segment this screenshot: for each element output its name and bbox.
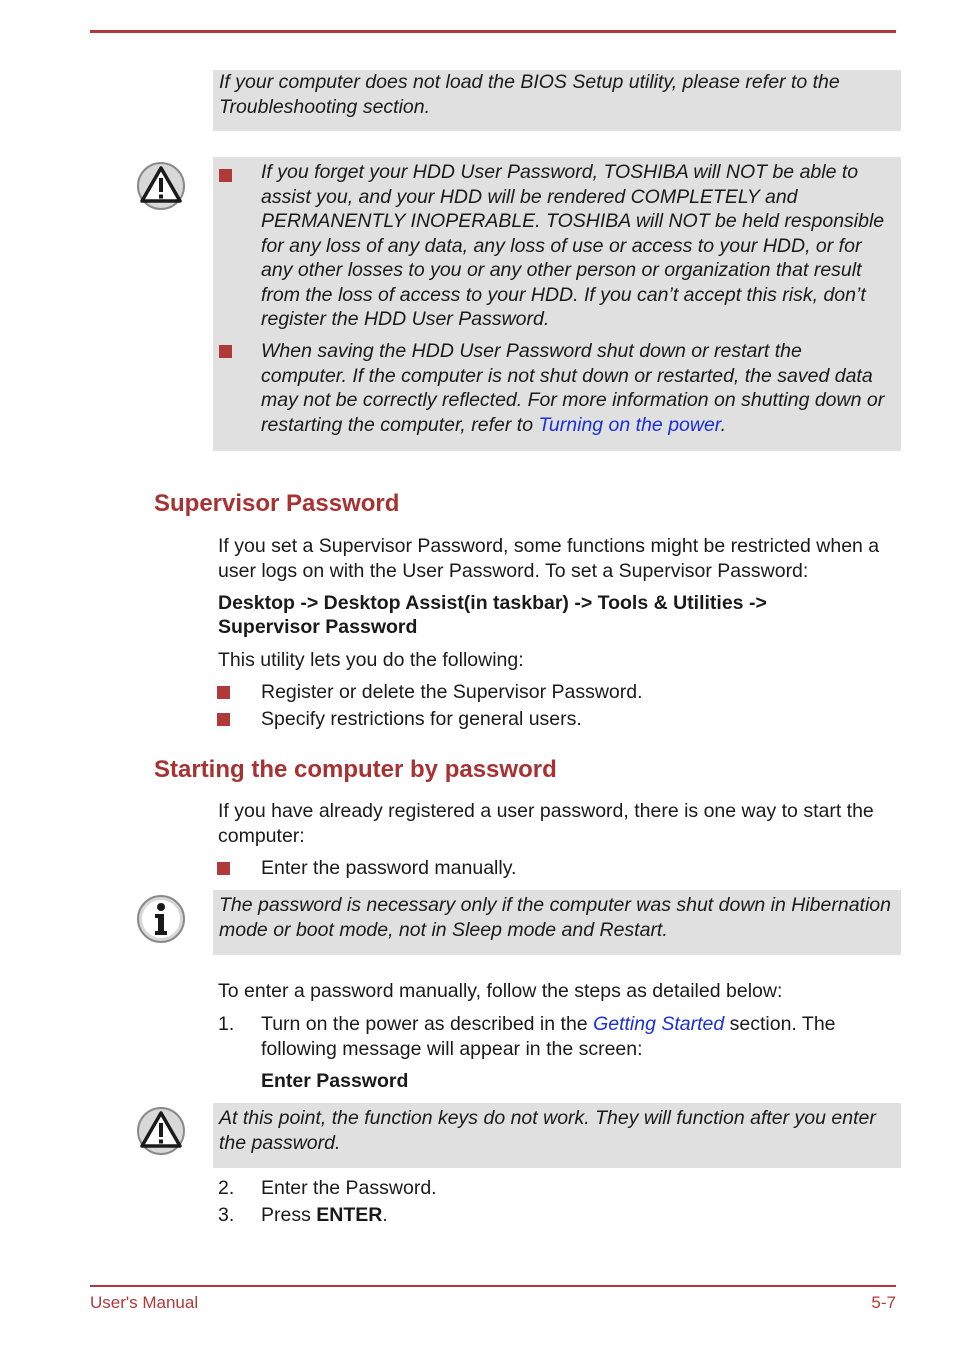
step-1: Turn on the power as described in the Getting Started section. The following message will appear in the screen: bbox=[261, 1013, 836, 1060]
step-number: 3. bbox=[218, 1204, 235, 1226]
list-item: Specify restrictions for general users. bbox=[261, 708, 582, 730]
note-text: If your computer does not load the BIOS Setup utility, please refer to the Troubleshooting section. bbox=[219, 71, 840, 118]
supervisor-utility-intro: This utility lets you do the following: bbox=[218, 649, 524, 671]
header-rule bbox=[90, 30, 896, 33]
message-enter-password: Enter Password bbox=[261, 1070, 409, 1092]
link-getting-started[interactable]: Getting Started bbox=[593, 1013, 725, 1035]
supervisor-path-line-2: Supervisor Password bbox=[218, 616, 418, 638]
bullet-square bbox=[219, 345, 232, 358]
warning-keys-text: At this point, the function keys do not work. They will function after you enter the password. bbox=[219, 1107, 876, 1154]
heading-supervisor-password: Supervisor Password bbox=[154, 490, 400, 517]
info-box-password bbox=[213, 890, 901, 955]
list-item: Register or delete the Supervisor Password. bbox=[261, 681, 643, 703]
info-note-text: The password is necessary only if the computer was shut down in Hibernation mode or boot mode, not in Sleep mode and Restart. bbox=[219, 894, 891, 941]
info-icon bbox=[136, 894, 186, 944]
bullet-square bbox=[219, 169, 232, 182]
steps-intro: To enter a password manually, follow the steps as detailed below: bbox=[218, 980, 783, 1002]
bullet-square bbox=[217, 862, 230, 875]
footer-title: User's Manual bbox=[90, 1293, 199, 1312]
link-turning-on-the-power[interactable]: Turning on the power bbox=[538, 413, 721, 436]
warning-icon bbox=[136, 1106, 186, 1156]
warning-item-1: If you forget your HDD User Password, TOSHIBA will NOT be able to assist you, and your HDD will be rendered COMPLETELY and PERMANENTLY INOPERABLE. TOSHIBA will NOT be held responsible for any loss of any data, any loss of use or access to your HDD, or for any other losses to you or any other person or organization that result from the loss of access to your HDD. If you can’t accept this risk, don’t register the HDD User Password. bbox=[261, 161, 885, 330]
step-2: Enter the Password. bbox=[261, 1177, 437, 1199]
step-3: Press ENTER. bbox=[261, 1204, 388, 1226]
note-box-bios bbox=[213, 70, 901, 131]
heading-starting-by-password: Starting the computer by password bbox=[154, 756, 557, 783]
supervisor-intro: If you set a Supervisor Password, some functions might be restricted when a user logs on with the User Password. To set a Supervisor Password: bbox=[218, 535, 880, 582]
warning-item-2: When saving the HDD User Password shut down or restart the computer. If the computer is not shut down or restarted, the saved data may not be correctly reflected. For more information on shutting down or restarting the computer, refer to Turning on the power. bbox=[261, 340, 885, 436]
page-number: 5-7 bbox=[871, 1293, 896, 1312]
step-number: 2. bbox=[218, 1177, 235, 1199]
supervisor-path-line-1: Desktop -> Desktop Assist(in taskbar) -> Tools & Utilities -> bbox=[218, 592, 767, 614]
warning-box-function-keys bbox=[213, 1103, 901, 1168]
bullet-square bbox=[217, 686, 230, 699]
starting-intro: If you have already registered a user password, there is one way to start the computer: bbox=[218, 800, 874, 847]
warning-icon bbox=[136, 161, 186, 211]
footer-rule bbox=[90, 1285, 896, 1287]
warning-box-hdd bbox=[213, 157, 901, 451]
step-number: 1. bbox=[218, 1013, 235, 1035]
bullet-square bbox=[217, 713, 230, 726]
list-item: Enter the password manually. bbox=[261, 857, 517, 879]
